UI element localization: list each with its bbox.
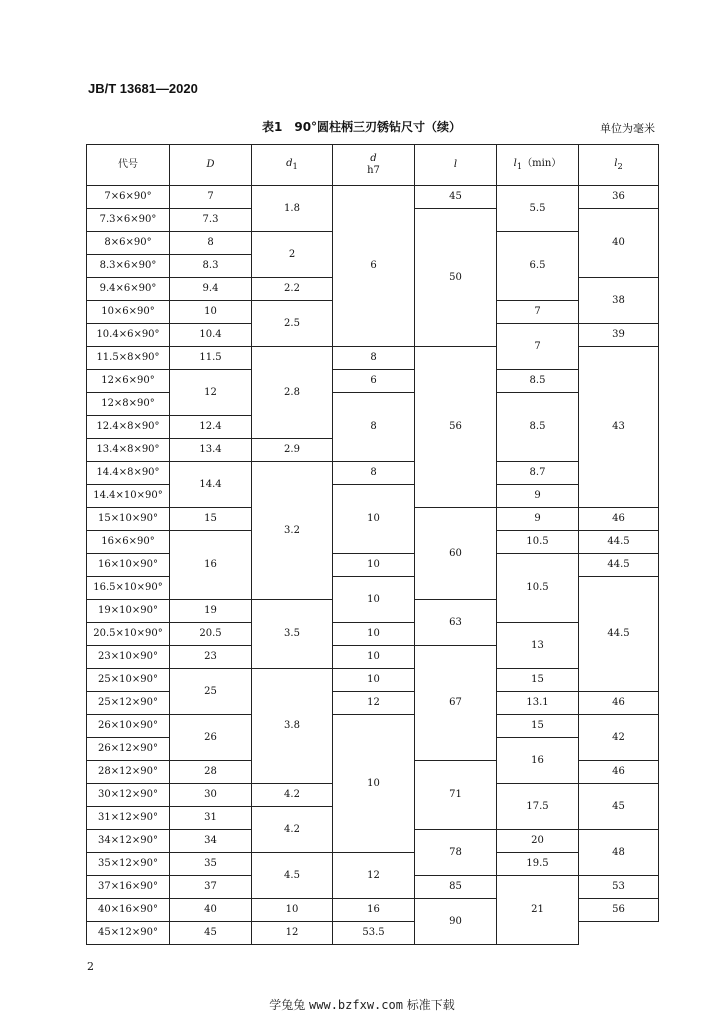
cell-l1: 10.5 (497, 554, 579, 623)
cell-l1: 9 (497, 508, 579, 531)
col-header-D: D (170, 145, 252, 186)
cell-d1: 2.2 (252, 278, 333, 301)
cell-l1: 13 (497, 623, 579, 669)
cell-d1: 4.2 (252, 807, 333, 853)
table-header (87, 145, 659, 186)
cell-D: 16 (170, 531, 252, 600)
cell-D: 40 (170, 899, 252, 922)
cell-l2: 40 (579, 209, 659, 278)
cell-code: 16×6×90° (87, 531, 170, 554)
table-row (87, 669, 659, 692)
footer-suffix: 标准下载 (406, 998, 455, 1012)
cell-D: 9.4 (170, 278, 252, 301)
cell-d: 10 (333, 485, 415, 554)
col-header-l1: $l_1(\min)$ (497, 145, 579, 186)
footer-prefix: 学兔兔 (269, 998, 306, 1012)
cell-code: 20.5×10×90° (87, 623, 170, 646)
table-row (87, 186, 659, 209)
cell-code: 37×16×90° (87, 876, 170, 899)
cell-code: 26×10×90° (87, 715, 170, 738)
cell-D: 14.4 (170, 462, 252, 508)
cell-D: 30 (170, 784, 252, 807)
cell-l2: 39 (579, 324, 659, 347)
cell-l2: 53.5 (333, 922, 415, 945)
cell-d: 8 (333, 347, 415, 370)
cell-D: 12 (170, 370, 252, 416)
cell-D: 19 (170, 600, 252, 623)
cell-l2: 44.5 (579, 531, 659, 554)
cell-D: 12.4 (170, 416, 252, 439)
cell-l: 56 (415, 347, 497, 508)
cell-code: 10.4×6×90° (87, 324, 170, 347)
cell-d: 8 (333, 393, 415, 462)
unit-note: 单位为毫米 (600, 122, 655, 135)
cell-code: 14.4×8×90° (87, 462, 170, 485)
cell-l2: 46 (579, 761, 659, 784)
cell-l1: 7 (497, 324, 579, 370)
cell-l1: 15 (497, 715, 579, 738)
cell-D: 31 (170, 807, 252, 830)
cell-l1: 10.5 (497, 531, 579, 554)
cell-d: 12 (333, 853, 415, 899)
cell-l1: 15 (497, 669, 579, 692)
cell-code: 12×8×90° (87, 393, 170, 416)
cell-D: 35 (170, 853, 252, 876)
table-row (87, 370, 659, 393)
cell-D: 11.5 (170, 347, 252, 370)
cell-l: 71 (415, 761, 497, 830)
cell-l: 63 (415, 600, 497, 646)
cell-code: 14.4×10×90° (87, 485, 170, 508)
footer-site: www.bzfxw.com (309, 998, 403, 1012)
table-row (87, 623, 659, 646)
cell-l1: 21 (497, 876, 579, 945)
cell-d1: 4.2 (252, 784, 333, 807)
cell-l1: 7 (497, 301, 579, 324)
table-row (87, 853, 659, 876)
cell-l2: 46 (579, 692, 659, 715)
cell-D: 8.3 (170, 255, 252, 278)
cell-d1: 1.8 (252, 186, 333, 232)
cell-l1: 19.5 (497, 853, 579, 876)
cell-d1: 3.2 (252, 462, 333, 600)
cell-d: 10 (333, 554, 415, 577)
cell-D: 13.4 (170, 439, 252, 462)
cell-d1: 3.8 (252, 669, 333, 784)
cell-d1: 2.8 (252, 347, 333, 439)
cell-l2: 56 (579, 899, 659, 922)
cell-D: 45 (170, 922, 252, 945)
cell-code: 26×12×90° (87, 738, 170, 761)
col-header-l: l (415, 145, 497, 186)
cell-code: 10×6×90° (87, 301, 170, 324)
cell-l1: 6.5 (497, 232, 579, 301)
cell-code: 12.4×8×90° (87, 416, 170, 439)
table-row (87, 462, 659, 485)
cell-D: 8 (170, 232, 252, 255)
footer (0, 996, 724, 1013)
cell-d: 8 (333, 462, 415, 485)
cell-l: 60 (415, 508, 497, 600)
cell-d: 6 (333, 370, 415, 393)
cell-d1: 2 (252, 232, 333, 278)
col-header-code: 代号 (87, 145, 170, 186)
cell-d: 10 (333, 577, 415, 623)
cell-l2: 53 (579, 876, 659, 899)
cell-l1: 8.5 (497, 393, 579, 462)
table-row (87, 715, 659, 738)
cell-d1: 2.5 (252, 301, 333, 347)
cell-code: 15×10×90° (87, 508, 170, 531)
cell-l2: 44.5 (579, 554, 659, 577)
col-header-l2: $l_2$ (579, 145, 659, 186)
cell-l2: 43 (579, 347, 659, 508)
cell-code: 7×6×90° (87, 186, 170, 209)
cell-code: 16.5×10×90° (87, 577, 170, 600)
cell-D: 15 (170, 508, 252, 531)
cell-D: 37 (170, 876, 252, 899)
cell-D: 7.3 (170, 209, 252, 232)
cell-code: 30×12×90° (87, 784, 170, 807)
cell-code: 31×12×90° (87, 807, 170, 830)
cell-code: 8×6×90° (87, 232, 170, 255)
cell-l2: 48 (579, 830, 659, 876)
cell-code: 9.4×6×90° (87, 278, 170, 301)
cell-d1: 12 (252, 922, 333, 945)
cell-D: 25 (170, 669, 252, 715)
cell-D: 20.5 (170, 623, 252, 646)
dimension-table (86, 144, 659, 945)
cell-l2: 38 (579, 278, 659, 324)
cell-D: 10 (170, 301, 252, 324)
col-header-d: d h7 (333, 145, 415, 186)
cell-d: 10 (333, 669, 415, 692)
cell-code: 12×6×90° (87, 370, 170, 393)
cell-l: 85 (415, 876, 497, 899)
cell-d: 10 (333, 646, 415, 669)
cell-l1: 17.5 (497, 784, 579, 830)
cell-l: 78 (415, 830, 497, 876)
cell-D: 10.4 (170, 324, 252, 347)
cell-d1: 4.5 (252, 853, 333, 899)
cell-l: 45 (415, 186, 497, 209)
cell-d1: 10 (252, 899, 333, 922)
cell-code: 8.3×6×90° (87, 255, 170, 278)
cell-code: 25×10×90° (87, 669, 170, 692)
cell-l1: 20 (497, 830, 579, 853)
cell-l2: 45 (579, 784, 659, 830)
cell-D: 34 (170, 830, 252, 853)
cell-l1: 5.5 (497, 186, 579, 232)
cell-d1: 2.9 (252, 439, 333, 462)
cell-d: 16 (333, 899, 415, 922)
standard-code: JB/T 13681—2020 (88, 81, 198, 96)
cell-code: 28×12×90° (87, 761, 170, 784)
cell-D: 23 (170, 646, 252, 669)
cell-code: 7.3×6×90° (87, 209, 170, 232)
table-title: 表1 90°圆柱柄三刃锈钻尺寸（续） (262, 120, 462, 134)
cell-code: 23×10×90° (87, 646, 170, 669)
page-number: 2 (87, 960, 94, 973)
cell-d: 10 (333, 623, 415, 646)
header-row (87, 145, 659, 186)
cell-code: 25×12×90° (87, 692, 170, 715)
cell-l1: 16 (497, 738, 579, 784)
cell-D: 7 (170, 186, 252, 209)
cell-l1: 8.7 (497, 462, 579, 485)
col-header-d1: $d_1$ (252, 145, 333, 186)
cell-l: 90 (415, 899, 497, 945)
cell-l2: 46 (579, 508, 659, 531)
cell-code: 35×12×90° (87, 853, 170, 876)
table-body (87, 186, 659, 945)
cell-l2: 44.5 (579, 577, 659, 692)
cell-d: 10 (333, 715, 415, 853)
cell-code: 11.5×8×90° (87, 347, 170, 370)
cell-l2: 42 (579, 715, 659, 761)
cell-l: 67 (415, 646, 497, 761)
cell-l2: 36 (579, 186, 659, 209)
cell-code: 16×10×90° (87, 554, 170, 577)
cell-D: 26 (170, 715, 252, 761)
cell-l1: 13.1 (497, 692, 579, 715)
cell-code: 45×12×90° (87, 922, 170, 945)
cell-l: 50 (415, 209, 497, 347)
cell-d: 12 (333, 692, 415, 715)
cell-code: 34×12×90° (87, 830, 170, 853)
cell-code: 13.4×8×90° (87, 439, 170, 462)
cell-d1: 3.5 (252, 600, 333, 669)
cell-l1: 8.5 (497, 370, 579, 393)
cell-code: 19×10×90° (87, 600, 170, 623)
cell-l1: 9 (497, 485, 579, 508)
cell-code: 40×16×90° (87, 899, 170, 922)
cell-d: 6 (333, 186, 415, 347)
cell-D: 28 (170, 761, 252, 784)
